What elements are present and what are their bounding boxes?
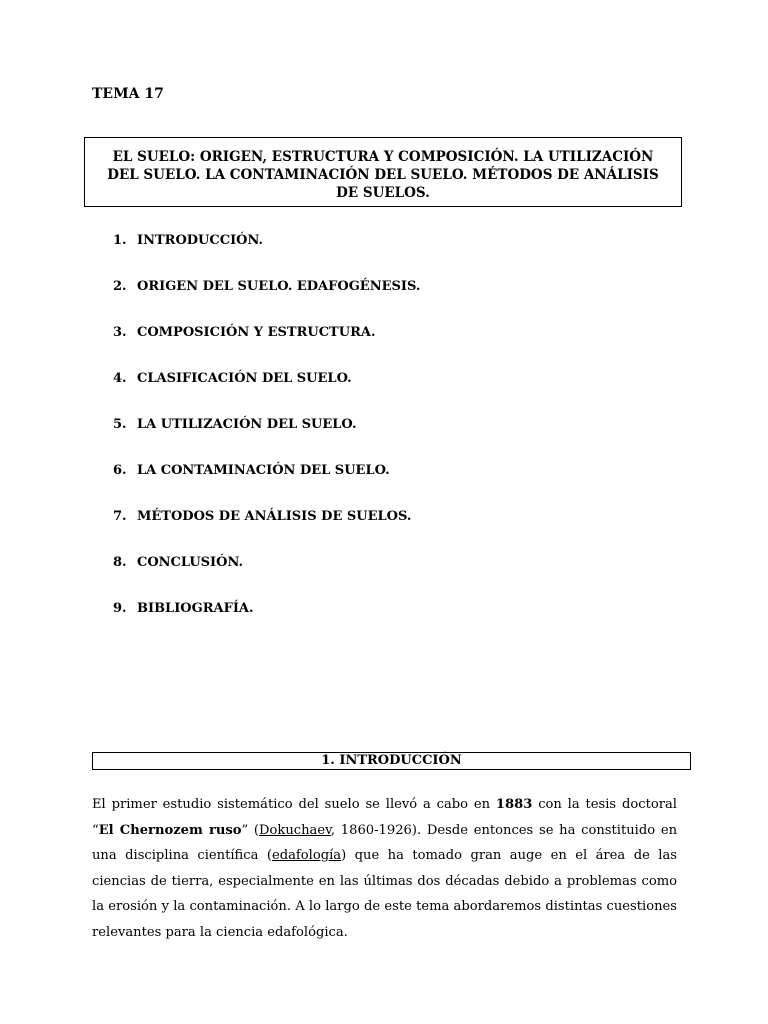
intro-text: ) que ha tomado gran auge en el área de las ciencias de tierra, especialmente en las últimas dos décadas debido a problemas como la erosión y la contaminación. A lo largo de este tema abordaremos distintas cuestiones relevantes para la ciencia edafológica. bbox=[92, 848, 677, 940]
toc-label: MÉTODOS DE ANÁLISIS DE SUELOS. bbox=[137, 509, 412, 524]
section-heading-box bbox=[92, 752, 691, 770]
toc-item-utilizacion bbox=[113, 416, 420, 462]
intro-text: , 1860-1926). Desde entonces se ha constituido en una disciplina científica ( bbox=[92, 822, 677, 863]
topic-title-box bbox=[84, 137, 682, 207]
toc-number: 8. bbox=[113, 555, 127, 570]
intro-text: El primer estudio sistemático del suelo se llevó a cabo en bbox=[92, 797, 496, 812]
toc-number: 4. bbox=[113, 371, 127, 386]
toc-item-bibliografia bbox=[113, 600, 420, 646]
toc-number: 5. bbox=[113, 417, 127, 432]
toc-label: INTRODUCCIÓN. bbox=[137, 233, 264, 248]
intro-thesis-title: El Chernozem ruso bbox=[98, 822, 242, 838]
intro-text: ” ( bbox=[241, 822, 259, 838]
intro-paragraph bbox=[92, 792, 677, 945]
toc-item-introduccion bbox=[113, 232, 420, 278]
toc-label: CONCLUSIÓN. bbox=[137, 555, 244, 570]
toc-item-contaminacion bbox=[113, 462, 420, 508]
topic-number: TEMA 17 bbox=[92, 86, 164, 102]
toc-label: ORIGEN DEL SUELO. EDAFOGÉNESIS. bbox=[137, 279, 421, 294]
intro-year: 1883 bbox=[495, 797, 533, 812]
section-heading: 1. INTRODUCCIÓN bbox=[321, 753, 462, 768]
toc-label: CLASIFICACIÓN DEL SUELO. bbox=[137, 371, 352, 386]
toc-number: 3. bbox=[113, 325, 127, 340]
toc-number: 2. bbox=[113, 279, 127, 294]
toc-label: LA UTILIZACIÓN DEL SUELO. bbox=[137, 417, 357, 432]
toc-item-clasificacion bbox=[113, 370, 420, 416]
toc-item-conclusion bbox=[113, 554, 420, 600]
toc-number: 9. bbox=[113, 601, 127, 616]
topic-title: EL SUELO: ORIGEN, ESTRUCTURA Y COMPOSICIÓN. LA UTILIZACIÓN DEL SUELO. LA CONTAMINACIÓN DEL SUELO. MÉTODOS DE ANÁLISIS DE SUELOS. bbox=[107, 149, 659, 201]
toc-number: 1. bbox=[113, 233, 127, 248]
toc-label: LA CONTAMINACIÓN DEL SUELO. bbox=[137, 463, 390, 478]
toc-item-metodos bbox=[113, 508, 420, 554]
intro-author-link[interactable]: Dokuchaev bbox=[259, 822, 331, 838]
table-of-contents bbox=[113, 232, 420, 646]
toc-label: COMPOSICIÓN Y ESTRUCTURA. bbox=[137, 325, 376, 340]
toc-item-composicion bbox=[113, 324, 420, 370]
intro-text: con la tesis doctoral “ bbox=[92, 797, 677, 838]
toc-item-origen bbox=[113, 278, 420, 324]
toc-number: 6. bbox=[113, 463, 127, 478]
intro-term-link[interactable]: edafología bbox=[271, 848, 342, 863]
toc-number: 7. bbox=[113, 509, 127, 524]
toc-label: BIBLIOGRAFÍA. bbox=[137, 601, 254, 616]
